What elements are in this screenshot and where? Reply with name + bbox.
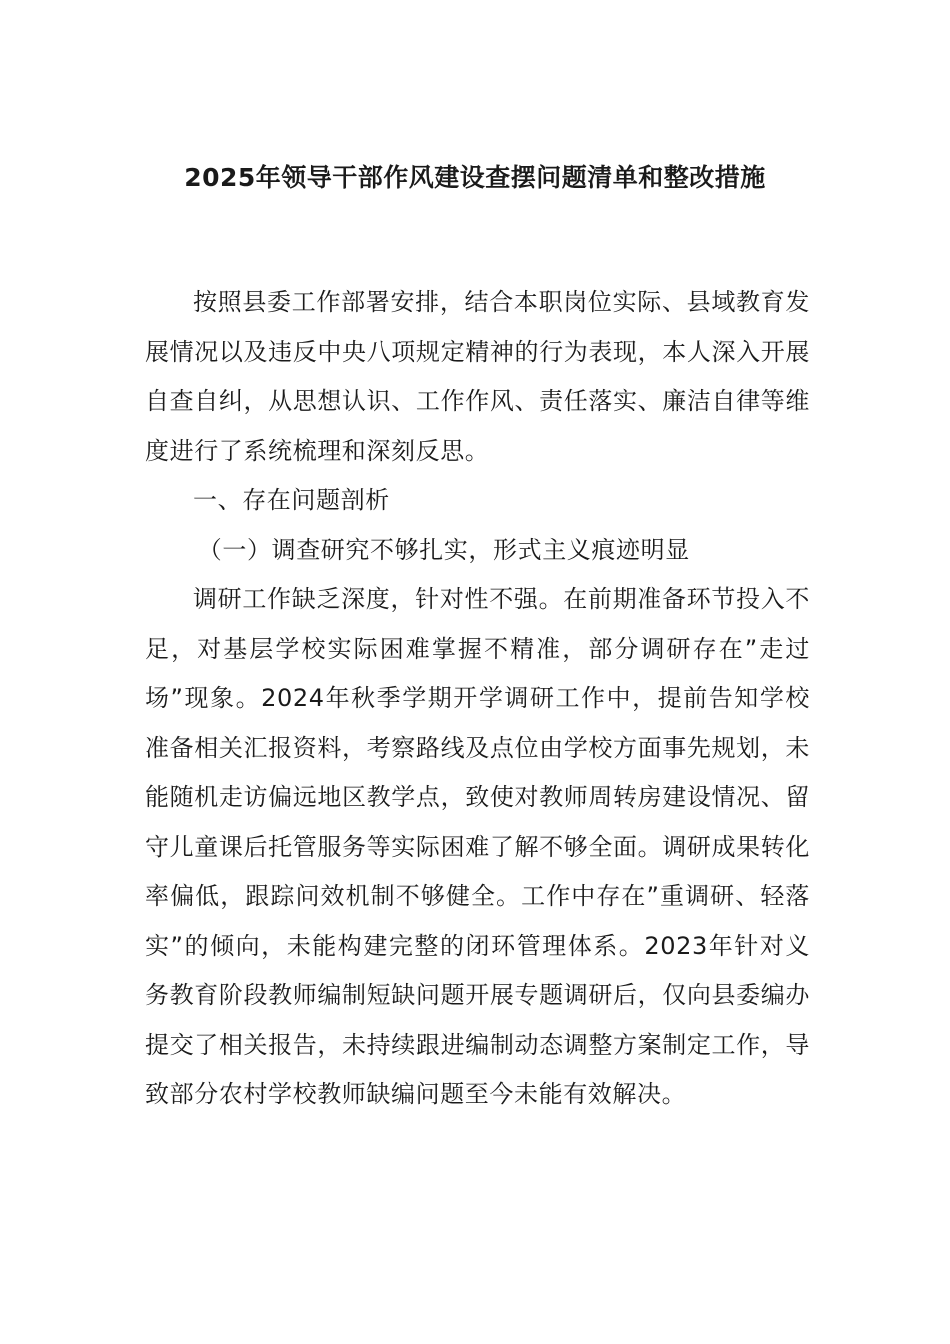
subsection-paragraph: 调研工作缺乏深度，针对性不强。在前期准备环节投入不足，对基层学校实际困难掌握不精准，部分调研存在”走过场”现象。2024年秋季学期开学调研工作中，提前告知学校准备相关汇报资料，考察路线及点位由学校方面事先规划，未能随机走访偏远地区教学点，致使对教师周转房建设情况、留守儿童课后托管服务等实际困难了解不够全面。调研成果转化率偏低，跟踪问效机制不够健全。工作中存在”重调研、轻落实”的倾向，未能构建完整的闭环管理体系。2023年针对义务教育阶段教师编制短缺问题开展专题调研后，仅向县委编办提交了相关报告，未持续跟进编制动态调整方案制定工作，导致部分农村学校教师缺编问题至今未能有效解决。 bbox=[145, 585, 810, 1108]
document-title: 2025年领导干部作风建设查摆问题清单和整改措施 bbox=[184, 163, 766, 192]
subsection-heading: （一）调查研究不够扎实，形式主义痕迹明显 bbox=[197, 535, 690, 564]
intro-paragraph: 按照县委工作部署安排，结合本职岗位实际、县域教育发展情况以及违反中央八项规定精神的行为表现，本人深入开展自查自纠，从思想认识、工作作风、责任落实、廉洁自律等维度进行了系统梳理和深刻反思。 bbox=[145, 288, 810, 465]
document-body bbox=[145, 278, 810, 1120]
section-heading: 一、存在问题剖析 bbox=[193, 486, 390, 514]
